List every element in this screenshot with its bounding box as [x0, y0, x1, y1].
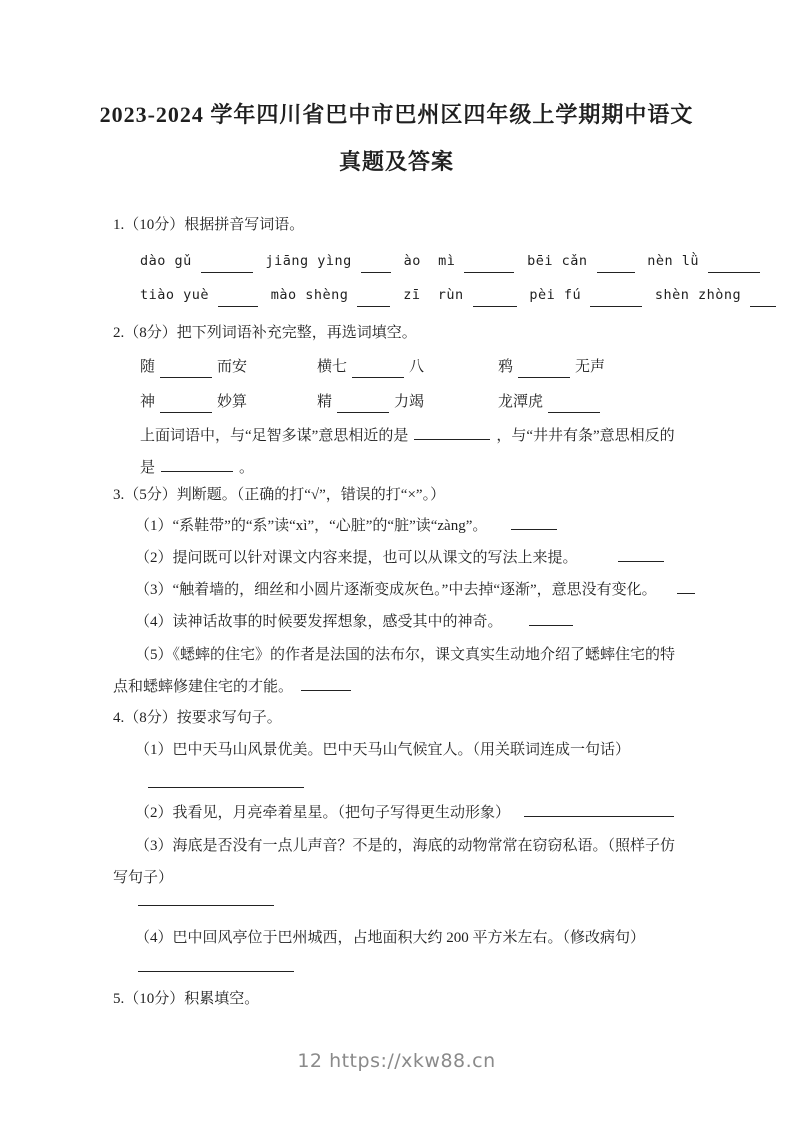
- question-1-pinyin-row-2: [140, 280, 785, 310]
- answer-blank: [524, 805, 674, 817]
- sentence-item-1: （1）巴中天马山风景优美。巴中天马山气候宜人。（用关联词连成一句话）: [135, 742, 631, 758]
- answer-blank: [590, 304, 642, 307]
- judge-text: （1）“系鞋带”的“系”读“xì”，“心脏”的“脏”读“zàng”。: [135, 518, 488, 534]
- sentence-text: 。: [239, 460, 255, 476]
- judge-item-5: [113, 639, 675, 703]
- sentence-text: （2）我看见，月亮牵着星星。（把句子写得更生动形象）: [135, 805, 511, 821]
- pinyin-item: [527, 246, 634, 276]
- idiom-fill-item: [498, 352, 605, 382]
- idiom-pre: 横七: [317, 359, 348, 375]
- idiom-post: 力竭: [394, 394, 425, 410]
- question-1-pinyin-row-1: [140, 246, 769, 276]
- answer-blank: [618, 550, 664, 562]
- pinyin-text: mào shèng: [270, 287, 349, 303]
- idiom-pre: 鸦: [498, 359, 514, 375]
- pinyin-text: jiāng yìng: [265, 253, 352, 269]
- answer-line: [138, 905, 274, 906]
- idiom-fill-item: [317, 352, 424, 382]
- idiom-pre: 龙潭虎: [498, 394, 544, 410]
- judge-text: （3）“触着墙的，细丝和小圆片逐渐变成灰色。”中去掉“逐渐”，意思没有变化。: [135, 582, 657, 598]
- sentence-item-2: [135, 798, 674, 828]
- sentence-item-3: （3）海底是否没有一点儿声音？不是的，海底的动物常常在窃窃私语。（照样子仿写句子）: [113, 838, 676, 886]
- pinyin-text: nèn lǜ: [647, 253, 700, 269]
- judge-text: （2）提问既可以针对课文内容来提，也可以从课文的写法上来提。: [135, 550, 578, 566]
- judge-item-4: [135, 607, 573, 637]
- answer-blank: [357, 304, 390, 307]
- answer-blank: [161, 460, 233, 472]
- answer-blank: [708, 270, 760, 273]
- judge-text: （4）读神话故事的时候要发挥想象，感受其中的神奇。: [135, 614, 503, 630]
- question-3-heading: 3.（5分）判断题。（正确的打“√”，错误的打“×”。）: [113, 487, 446, 503]
- answer-blank: [518, 375, 570, 378]
- page-number: 12: [297, 1050, 323, 1072]
- pinyin-text: shèn zhòng: [654, 287, 742, 303]
- idiom-post: 无声: [575, 359, 606, 375]
- answer-blank: [473, 304, 517, 307]
- answer-blank: [352, 375, 404, 378]
- pinyin-text: ào mì: [403, 253, 456, 269]
- idiom-post: 八: [409, 359, 425, 375]
- answer-blank: [160, 410, 212, 413]
- pinyin-text: tiào yuè: [140, 287, 210, 303]
- answer-blank: [529, 614, 573, 626]
- pinyin-item: [403, 280, 516, 310]
- pinyin-item: [655, 280, 776, 310]
- pinyin-item: [404, 246, 515, 276]
- idiom-pre: 精: [317, 394, 333, 410]
- idiom-post: 妙算: [217, 394, 248, 410]
- pinyin-item: [140, 280, 258, 310]
- pinyin-text: pèi fú: [529, 287, 582, 303]
- answer-blank: [414, 428, 490, 440]
- answer-blank: [597, 270, 635, 273]
- judge-item-1: [135, 511, 557, 541]
- answer-blank: [548, 410, 600, 413]
- idiom-fill-item: [140, 352, 247, 382]
- page-footer: [0, 1050, 793, 1072]
- sentence-text: ，与“井井有条”意思相反的: [496, 428, 675, 444]
- question-1-heading: 1.（10分）根据拼音写词语。: [113, 217, 305, 233]
- pinyin-item: [140, 246, 253, 276]
- answer-blank: [511, 518, 557, 530]
- idiom-fill-item: [498, 387, 605, 417]
- page-title-line-1: 2023-2024 学年四川省巴中市巴州区四年级上学期期中语文: [99, 102, 694, 127]
- answer-blank: [337, 410, 389, 413]
- judge-item-3: [135, 575, 695, 605]
- question-5-heading: 5.（10分）积累填空。: [113, 991, 260, 1007]
- answer-blank: [361, 270, 391, 273]
- answer-line: [138, 971, 294, 972]
- pinyin-item: [266, 246, 391, 276]
- idiom-fill-item: [317, 387, 424, 417]
- answer-blank: [301, 679, 351, 691]
- pinyin-item: [529, 280, 642, 310]
- idiom-post: 而安: [217, 359, 248, 375]
- judge-item-2: [135, 543, 664, 573]
- answer-blank: [160, 375, 212, 378]
- footer-url: https://xkw88.cn: [329, 1050, 496, 1072]
- answer-blank: [201, 270, 253, 273]
- pinyin-text: bēi cǎn: [527, 253, 588, 269]
- question-2-heading: 2.（8分）把下列词语补充完整，再选词填空。: [113, 325, 417, 341]
- idiom-pre: 神: [140, 394, 156, 410]
- sentence-item-4: （4）巴中回风亭位于巴州城西，占地面积大约 200 平方米左右。（修改病句）: [135, 930, 646, 946]
- pinyin-text: zī rùn: [403, 287, 464, 303]
- answer-blank: [677, 582, 695, 594]
- answer-blank: [218, 304, 258, 307]
- page-title-line-2: 真题及答案: [338, 149, 454, 174]
- sentence-text: 上面词语中，与“足智多谋”意思相近的是: [140, 428, 409, 444]
- idiom-pre: 随: [140, 359, 156, 375]
- answer-blank: [464, 270, 514, 273]
- question-4-heading: 4.（8分）按要求写句子。: [113, 710, 282, 726]
- judge-text: （5）《蟋蟀的住宅》的作者是法国的法布尔，课文真实生动地介绍了蟋蟀住宅的特点和蟋蟀修建住宅的才能。: [113, 647, 676, 695]
- answer-line: [148, 787, 304, 788]
- idiom-fill-item: [140, 387, 247, 417]
- pinyin-text: dào gǔ: [140, 253, 192, 269]
- question-2-sentence-line-2: [140, 453, 254, 483]
- pinyin-item: [271, 280, 391, 310]
- answer-blank: [750, 304, 776, 307]
- pinyin-item: [647, 246, 760, 276]
- question-2-sentence-line-1: [140, 421, 675, 451]
- sentence-text: 是: [140, 460, 156, 476]
